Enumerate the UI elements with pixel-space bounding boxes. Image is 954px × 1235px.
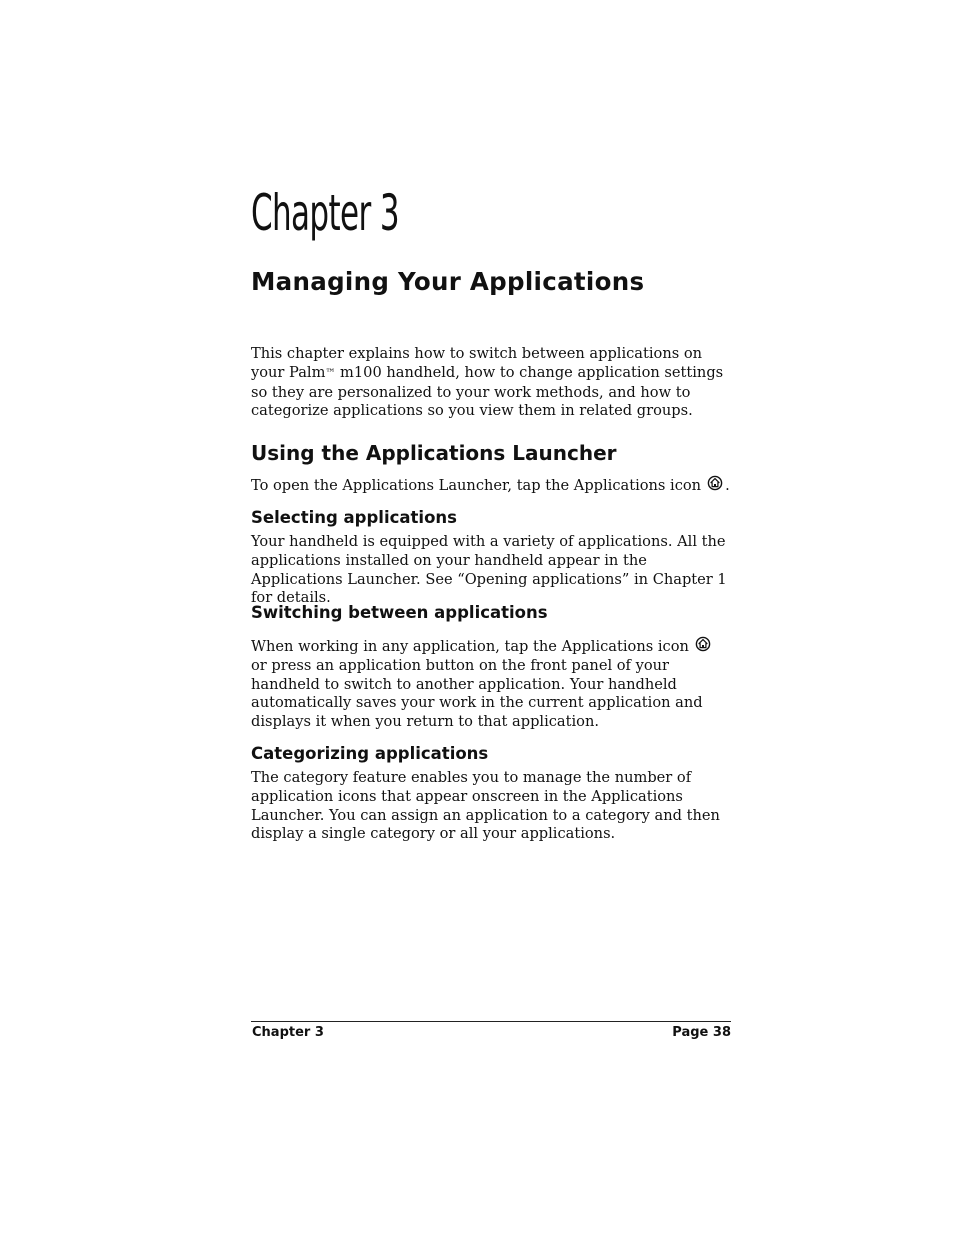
footer-rule <box>251 1021 731 1022</box>
launcher-text-end: . <box>725 477 730 494</box>
launcher-paragraph <box>251 475 731 496</box>
manual-page <box>251 0 731 1235</box>
applications-launcher-icon <box>695 636 711 652</box>
footer-chapter: Chapter 3 <box>252 1025 324 1040</box>
section-heading-categorizing: Categorizing applications <box>251 744 489 763</box>
applications-launcher-icon <box>707 475 723 491</box>
chapter-heading: Chapter 3 <box>251 184 399 242</box>
footer-page-number: Page 38 <box>672 1025 731 1040</box>
section-heading-selecting: Selecting applications <box>251 508 457 527</box>
section-heading-switching: Switching between applications <box>251 603 548 622</box>
intro-text-start: This chapter explains how to switch between applications on your Palm <box>251 345 703 381</box>
trademark-symbol: ™ <box>325 367 336 379</box>
intro-text-end: m100 handheld, how to change application settings so they are personalized to your work methods, and how to categorize applications so you view them in related groups. <box>251 363 724 420</box>
section-heading-launcher: Using the Applications Launcher <box>251 441 617 465</box>
switching-text-start: When working in any application, tap the Applications icon <box>251 638 689 655</box>
chapter-title: Managing Your Applications <box>251 267 645 296</box>
categorizing-paragraph: The category feature enables you to manage the number of application icons that appear onscreen in the Applications Launcher. You can assign an application to a category and then display a single category or all your applications. <box>251 769 720 843</box>
launcher-text: To open the Applications Launcher, tap the Applications icon <box>251 477 702 494</box>
switching-text-end: or press an application button on the front panel of your handheld to switch to another application. Your handheld automatically saves your work in the current application and displays it when you return to that application. <box>251 656 703 731</box>
selecting-paragraph: Your handheld is equipped with a variety of applications. All the applications installed on your handheld appear in the Applications Launcher. See “Opening applications” in Chapter 1 for details. <box>251 533 727 607</box>
switching-paragraph <box>251 636 731 732</box>
intro-paragraph <box>251 345 731 421</box>
